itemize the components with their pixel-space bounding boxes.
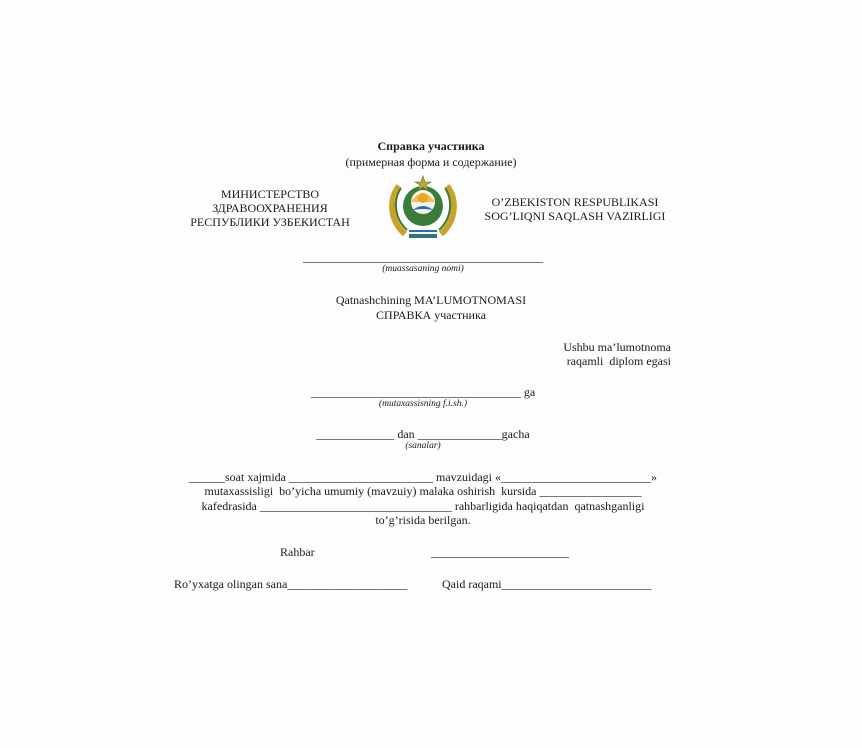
issued-to-line1: Ushbu ma’lumotnoma	[563, 340, 671, 354]
document-subheading: (примерная форма и содержание)	[345, 155, 517, 169]
institution-caption: (muassasaning nomi)	[382, 264, 464, 274]
body-line2: mutaxassisligi bo’yicha umumiy (mavzuiy) malaka oshirish kursida _________________	[204, 484, 642, 498]
body-line1: ______soat xajmida ________________________ mavzuidagi «_________________________»	[189, 470, 657, 484]
issued-to-line2: raqamli diplom egasi	[566, 354, 671, 368]
uzbekistan-state-emblem-icon	[385, 172, 461, 244]
institution-name-line: ________________________________________	[303, 250, 543, 264]
period-caption: (sanalar)	[405, 441, 441, 451]
specialist-name-line: ___________________________________ ga	[310, 385, 536, 399]
certificate-title-ru: СПРАВКА участника	[376, 308, 486, 322]
ministry-ru-line2: ЗДРАВООХРАНЕНИЯ	[212, 201, 328, 215]
certificate-title-uz: Qatnashchining MA’LUMOTNOMASI	[335, 293, 527, 307]
registration-number: Qaid raqami_________________________	[442, 577, 652, 591]
period-line: _____________ dan ______________gacha	[316, 427, 530, 441]
signature-line: _______________________	[431, 545, 569, 559]
ministry-ru-line1: МИНИСТЕРСТВО	[220, 187, 320, 201]
registration-date: Ro’yxatga olingan sana____________________	[174, 577, 408, 591]
specialist-caption: (mutaxassisning f.i.sh.)	[378, 399, 468, 409]
body-line3: kafedrasida ________________________________ rahbarligida haqiqatdan qatnashganligi	[201, 499, 645, 513]
ministry-ru-line3: РЕСПУБЛИКИ УЗБЕКИСТАН	[190, 215, 350, 229]
document-heading: Справка участника	[377, 139, 485, 153]
ministry-uz-line2: SOG’LIQNI SAQLASH VAZIRLIGI	[484, 209, 666, 223]
body-line4: to’g’risida berilgan.	[375, 513, 471, 527]
signature-label: Rahbar	[280, 545, 315, 559]
ministry-uz-line1: O’ZBEKISTON RESPUBLIKASI	[491, 195, 659, 209]
